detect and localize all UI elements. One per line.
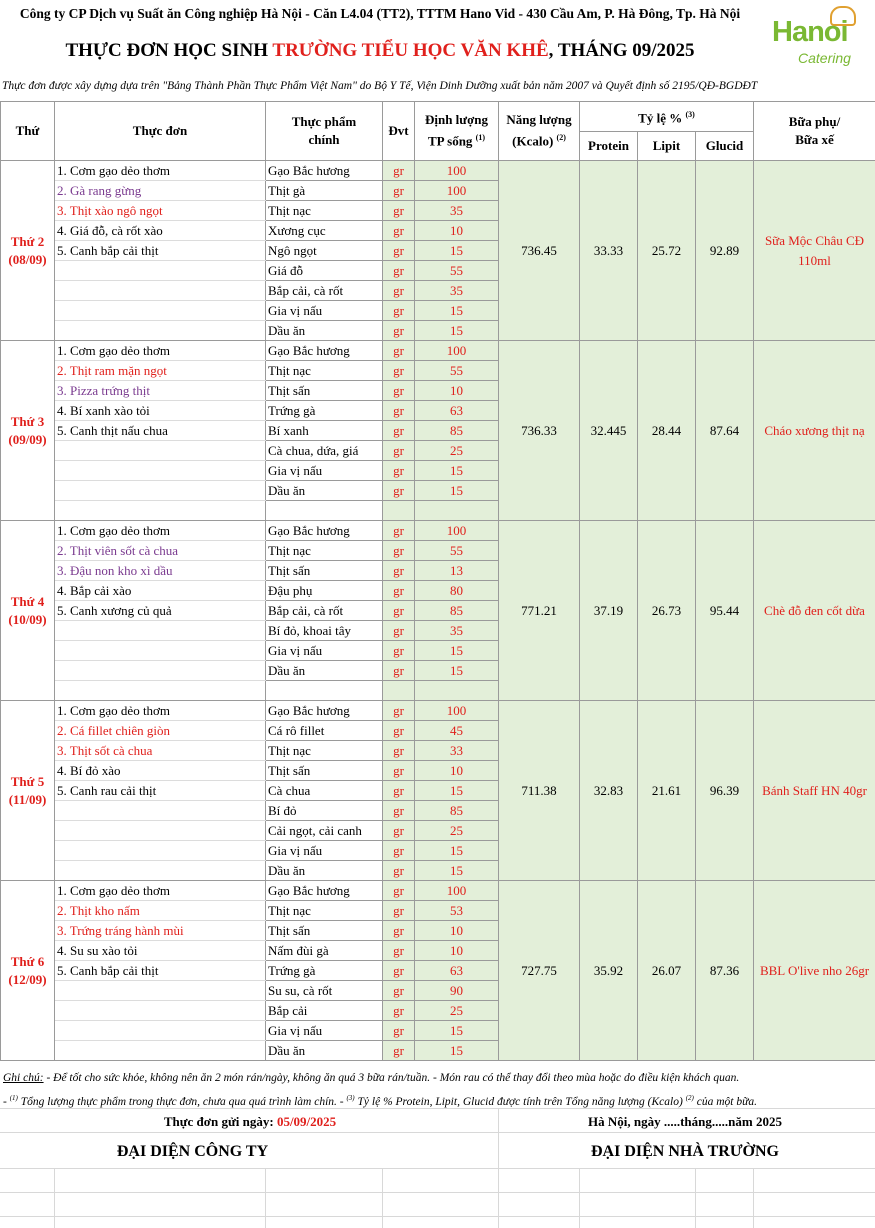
dish-item: 4. Giá đỗ, cà rốt xào bbox=[55, 221, 266, 241]
rep-company: ĐẠI DIỆN CÔNG TY bbox=[116, 1143, 269, 1160]
food-unit: gr bbox=[383, 1041, 415, 1061]
glucid-value: 92.89 bbox=[696, 161, 754, 341]
food-qty: 85 bbox=[415, 421, 499, 441]
col-glucid: Glucid bbox=[696, 131, 754, 161]
energy-value: 736.33 bbox=[499, 341, 580, 521]
energy-value: 711.38 bbox=[499, 701, 580, 881]
food-unit: gr bbox=[383, 881, 415, 901]
title-month: , THÁNG 09/2025 bbox=[548, 40, 695, 61]
dish-item bbox=[55, 981, 266, 1001]
food-item: Trứng gà bbox=[266, 401, 383, 421]
col-day: Thứ bbox=[1, 102, 55, 161]
food-unit: gr bbox=[383, 541, 415, 561]
food-qty: 100 bbox=[415, 881, 499, 901]
glucid-value: 87.64 bbox=[696, 341, 754, 521]
glucid-value: 96.39 bbox=[696, 701, 754, 881]
dish-item: 1. Cơm gạo dẻo thơm bbox=[55, 341, 266, 361]
dish-item bbox=[55, 621, 266, 641]
food-qty: 55 bbox=[415, 541, 499, 561]
dish-item bbox=[55, 1001, 266, 1021]
food-unit: gr bbox=[383, 261, 415, 281]
food-qty: 90 bbox=[415, 981, 499, 1001]
food-unit: gr bbox=[383, 521, 415, 541]
hanoi-catering-logo bbox=[768, 6, 868, 72]
dish-item bbox=[55, 321, 266, 341]
day-label: Thứ 6 (12/09) bbox=[1, 881, 55, 1061]
food-item: Gia vị nấu bbox=[266, 1021, 383, 1041]
food-qty: 10 bbox=[415, 921, 499, 941]
food-item: Gạo Bắc hương bbox=[266, 341, 383, 361]
food-qty: 100 bbox=[415, 161, 499, 181]
dish-item bbox=[55, 261, 266, 281]
col-menu: Thực đơn bbox=[55, 102, 266, 161]
food-item: Dầu ăn bbox=[266, 1041, 383, 1061]
dish-item bbox=[55, 301, 266, 321]
food-unit: gr bbox=[383, 721, 415, 741]
food-item: Thịt sấn bbox=[266, 921, 383, 941]
food-item: Trứng gà bbox=[266, 961, 383, 981]
dish-item bbox=[55, 1041, 266, 1061]
col-snack: Bữa phụ/ Bữa xế bbox=[754, 102, 875, 161]
food-item: Gạo Bắc hương bbox=[266, 161, 383, 181]
food-unit: gr bbox=[383, 921, 415, 941]
dish-item: 1. Cơm gạo dẻo thơm bbox=[55, 701, 266, 721]
food-item bbox=[266, 681, 383, 701]
dish-item: 5. Canh bắp cải thịt bbox=[55, 241, 266, 261]
food-qty: 15 bbox=[415, 1021, 499, 1041]
food-unit: gr bbox=[383, 361, 415, 381]
food-qty: 55 bbox=[415, 261, 499, 281]
col-protein: Protein bbox=[580, 131, 638, 161]
rep-school: ĐẠI DIỆN NHÀ TRƯỜNG bbox=[590, 1143, 779, 1160]
food-unit: gr bbox=[383, 841, 415, 861]
food-unit: gr bbox=[383, 621, 415, 641]
food-item: Cá rô fillet bbox=[266, 721, 383, 741]
food-unit: gr bbox=[383, 241, 415, 261]
food-unit: gr bbox=[383, 181, 415, 201]
food-unit: gr bbox=[383, 821, 415, 841]
source-note: Thực đơn được xây dựng dựa trên "Bảng Thành Phần Thực Phẩm Việt Nam" do Bộ Y Tế, Viện Dinh Dưỡng xuất bản năm 2007 và Quyết định số 2195/QĐ-BGDĐT bbox=[2, 80, 758, 92]
menu-row bbox=[1, 701, 875, 721]
dish-item: 3. Trứng tráng hành mùi bbox=[55, 921, 266, 941]
food-qty: 35 bbox=[415, 281, 499, 301]
food-unit: gr bbox=[383, 761, 415, 781]
food-unit: gr bbox=[383, 1001, 415, 1021]
lipit-value: 25.72 bbox=[638, 161, 696, 341]
food-unit: gr bbox=[383, 961, 415, 981]
protein-value: 37.19 bbox=[580, 521, 638, 701]
menu-row bbox=[1, 521, 875, 541]
food-unit: gr bbox=[383, 941, 415, 961]
menu-row bbox=[1, 881, 875, 901]
food-qty: 15 bbox=[415, 461, 499, 481]
dish-item bbox=[55, 661, 266, 681]
food-unit: gr bbox=[383, 601, 415, 621]
dish-item bbox=[55, 501, 266, 521]
food-qty: 15 bbox=[415, 321, 499, 341]
food-qty: 35 bbox=[415, 621, 499, 641]
day-label: Thứ 5 (11/09) bbox=[1, 701, 55, 881]
food-item: Thịt sấn bbox=[266, 381, 383, 401]
food-qty: 85 bbox=[415, 801, 499, 821]
day-label: Thứ 3 (09/09) bbox=[1, 341, 55, 521]
day-label: Thứ 4 (10/09) bbox=[1, 521, 55, 701]
energy-value: 736.45 bbox=[499, 161, 580, 341]
food-qty: 15 bbox=[415, 241, 499, 261]
food-qty: 80 bbox=[415, 581, 499, 601]
dish-item: 3. Thịt xào ngô ngọt bbox=[55, 201, 266, 221]
food-unit bbox=[383, 501, 415, 521]
food-unit: gr bbox=[383, 701, 415, 721]
food-unit: gr bbox=[383, 421, 415, 441]
dish-item bbox=[55, 681, 266, 701]
school-name: TRƯỜNG TIỂU HỌC VĂN KHÊ bbox=[272, 40, 549, 61]
food-item: Bắp cải, cà rốt bbox=[266, 601, 383, 621]
dish-item: 2. Thịt kho nấm bbox=[55, 901, 266, 921]
energy-value: 727.75 bbox=[499, 881, 580, 1061]
food-item: Dầu ăn bbox=[266, 661, 383, 681]
col-qty: Định lượng TP sống $^{(1)}$ bbox=[415, 102, 499, 161]
dish-item: 4. Bí đỏ xào bbox=[55, 761, 266, 781]
food-qty: 25 bbox=[415, 441, 499, 461]
snack-item: BBL O'live nho 26gr bbox=[754, 881, 875, 1061]
lipit-value: 26.07 bbox=[638, 881, 696, 1061]
dish-item bbox=[55, 281, 266, 301]
food-item: Thịt sấn bbox=[266, 761, 383, 781]
food-unit: gr bbox=[383, 281, 415, 301]
dish-item: 1. Cơm gạo dẻo thơm bbox=[55, 521, 266, 541]
food-item: Cải ngọt, cải canh bbox=[266, 821, 383, 841]
food-qty: 100 bbox=[415, 701, 499, 721]
food-item: Thịt nạc bbox=[266, 361, 383, 381]
food-qty: 10 bbox=[415, 941, 499, 961]
food-item: Gia vị nấu bbox=[266, 301, 383, 321]
food-item: Gia vị nấu bbox=[266, 641, 383, 661]
note-label: Ghi chú: bbox=[3, 1072, 44, 1084]
snack-item: Bánh Staff HN 40gr bbox=[754, 701, 875, 881]
lipit-value: 28.44 bbox=[638, 341, 696, 521]
food-item: Giá đỗ bbox=[266, 261, 383, 281]
dish-item bbox=[55, 841, 266, 861]
dish-item: 3. Đậu non kho xì dầu bbox=[55, 561, 266, 581]
dish-item bbox=[55, 1021, 266, 1041]
food-unit: gr bbox=[383, 861, 415, 881]
food-item: Cà chua, dứa, giá bbox=[266, 441, 383, 461]
food-unit: gr bbox=[383, 401, 415, 421]
food-unit: gr bbox=[383, 301, 415, 321]
food-item: Xương cục bbox=[266, 221, 383, 241]
food-qty: 10 bbox=[415, 221, 499, 241]
food-item: Su su, cà rốt bbox=[266, 981, 383, 1001]
food-qty: 55 bbox=[415, 361, 499, 381]
food-item: Dầu ăn bbox=[266, 321, 383, 341]
food-unit: gr bbox=[383, 321, 415, 341]
dish-item: 5. Canh thịt nấu chua bbox=[55, 421, 266, 441]
food-qty: 35 bbox=[415, 201, 499, 221]
food-qty: 33 bbox=[415, 741, 499, 761]
food-qty: 100 bbox=[415, 181, 499, 201]
sent-date: Thực đơn gửi ngày: 05/09/2025 bbox=[163, 1114, 337, 1129]
food-unit: gr bbox=[383, 221, 415, 241]
dish-item: 1. Cơm gạo dẻo thơm bbox=[55, 161, 266, 181]
dish-item bbox=[55, 821, 266, 841]
food-item: Dầu ăn bbox=[266, 861, 383, 881]
food-unit: gr bbox=[383, 201, 415, 221]
food-qty bbox=[415, 501, 499, 521]
food-unit: gr bbox=[383, 981, 415, 1001]
food-unit: gr bbox=[383, 481, 415, 501]
food-item: Bắp cải, cà rốt bbox=[266, 281, 383, 301]
title-prefix: THỰC ĐƠN HỌC SINH bbox=[65, 40, 273, 61]
col-energy: Năng lượng (Kcalo) $^{(2)}$ bbox=[499, 102, 580, 161]
food-qty: 15 bbox=[415, 481, 499, 501]
food-item: Gạo Bắc hương bbox=[266, 521, 383, 541]
snack-item: Chè đỗ đen cốt dừa bbox=[754, 521, 875, 701]
food-item: Nấm đùi gà bbox=[266, 941, 383, 961]
dish-item: 5. Canh xương củ quả bbox=[55, 601, 266, 621]
glucid-value: 87.36 bbox=[696, 881, 754, 1061]
col-unit: Đvt bbox=[383, 102, 415, 161]
food-unit: gr bbox=[383, 561, 415, 581]
food-item: Bắp cải bbox=[266, 1001, 383, 1021]
food-item bbox=[266, 501, 383, 521]
food-item: Cà chua bbox=[266, 781, 383, 801]
food-unit: gr bbox=[383, 161, 415, 181]
dish-item: 1. Cơm gạo dẻo thơm bbox=[55, 881, 266, 901]
food-qty: 53 bbox=[415, 901, 499, 921]
food-item: Đậu phụ bbox=[266, 581, 383, 601]
food-unit: gr bbox=[383, 441, 415, 461]
col-lipit: Lipit bbox=[638, 131, 696, 161]
dish-item bbox=[55, 441, 266, 461]
food-item: Thịt nạc bbox=[266, 201, 383, 221]
col-ratio: Tỷ lệ % $^{(3)}$ bbox=[580, 102, 754, 132]
dish-item: 2. Cá fillet chiên giòn bbox=[55, 721, 266, 741]
food-item: Thịt nạc bbox=[266, 741, 383, 761]
dish-item bbox=[55, 641, 266, 661]
company-address: Công ty CP Dịch vụ Suất ăn Công nghiệp Hà Nội - Căn L4.04 (TT2), TTTM Hano Vid - 430 Cầu Am, P. Hà Đông, Tp. Hà Nội bbox=[19, 6, 741, 21]
food-item: Bí đỏ, khoai tây bbox=[266, 621, 383, 641]
food-qty: 100 bbox=[415, 521, 499, 541]
food-qty: 63 bbox=[415, 961, 499, 981]
col-food: Thực phẩm chính bbox=[266, 102, 383, 161]
dish-item bbox=[55, 801, 266, 821]
glucid-value: 95.44 bbox=[696, 521, 754, 701]
dish-item bbox=[55, 861, 266, 881]
food-unit: gr bbox=[383, 641, 415, 661]
food-item: Gia vị nấu bbox=[266, 461, 383, 481]
place-date: Hà Nội, ngày .....tháng.....năm 2025 bbox=[588, 1114, 782, 1129]
menu-row bbox=[1, 161, 875, 181]
dish-item: 4. Su su xào tỏi bbox=[55, 941, 266, 961]
dish-item: 4. Bí xanh xào tỏi bbox=[55, 401, 266, 421]
menu-row bbox=[1, 341, 875, 361]
food-unit: gr bbox=[383, 581, 415, 601]
food-qty: 10 bbox=[415, 381, 499, 401]
logo-sub: Catering bbox=[798, 50, 851, 66]
food-unit: gr bbox=[383, 801, 415, 821]
logo-word: Hanoi bbox=[772, 16, 848, 48]
dish-item: 3. Thịt sốt cà chua bbox=[55, 741, 266, 761]
food-item: Thịt nạc bbox=[266, 901, 383, 921]
page-title bbox=[0, 33, 760, 69]
sent-date-value: 05/09/2025 bbox=[276, 1114, 337, 1129]
day-label: Thứ 2 (08/09) bbox=[1, 161, 55, 341]
food-qty: 15 bbox=[415, 641, 499, 661]
food-qty: 85 bbox=[415, 601, 499, 621]
dish-item: 2. Gà rang gừng bbox=[55, 181, 266, 201]
dish-item: 2. Thịt viên sốt cà chua bbox=[55, 541, 266, 561]
protein-value: 35.92 bbox=[580, 881, 638, 1061]
dish-item: 2. Thịt ram mặn ngọt bbox=[55, 361, 266, 381]
dish-item: 5. Canh rau cải thịt bbox=[55, 781, 266, 801]
food-qty: 15 bbox=[415, 781, 499, 801]
food-unit: gr bbox=[383, 741, 415, 761]
food-unit: gr bbox=[383, 901, 415, 921]
food-unit: gr bbox=[383, 461, 415, 481]
food-qty: 15 bbox=[415, 1041, 499, 1061]
footnote-1: Ghi chú: - Để tốt cho sức khỏe, không nên ăn 2 món rán/ngày, không ăn quá 3 bữa rán/tuần. - Món rau có thể thay đổi theo mùa hoặc do điều kiện khách quan. bbox=[3, 1072, 740, 1084]
food-unit: gr bbox=[383, 781, 415, 801]
food-qty: 100 bbox=[415, 341, 499, 361]
food-qty: 45 bbox=[415, 721, 499, 741]
dish-item bbox=[55, 481, 266, 501]
dish-item: 4. Bắp cải xào bbox=[55, 581, 266, 601]
food-qty: 15 bbox=[415, 301, 499, 321]
food-qty: 10 bbox=[415, 761, 499, 781]
snack-item: Sữa Mộc Châu CĐ 110ml bbox=[754, 161, 875, 341]
food-qty: 15 bbox=[415, 841, 499, 861]
food-unit: gr bbox=[383, 661, 415, 681]
food-item: Gạo Bắc hương bbox=[266, 701, 383, 721]
food-item: Dầu ăn bbox=[266, 481, 383, 501]
dish-item: 5. Canh bắp cải thịt bbox=[55, 961, 266, 981]
food-qty: 25 bbox=[415, 1001, 499, 1021]
food-unit: gr bbox=[383, 341, 415, 361]
food-item: Bí đỏ bbox=[266, 801, 383, 821]
food-qty bbox=[415, 681, 499, 701]
food-qty: 63 bbox=[415, 401, 499, 421]
food-item: Gạo Bắc hương bbox=[266, 881, 383, 901]
food-item: Thịt gà bbox=[266, 181, 383, 201]
food-item: Gia vị nấu bbox=[266, 841, 383, 861]
menu-table bbox=[0, 101, 875, 1061]
lipit-value: 26.73 bbox=[638, 521, 696, 701]
food-item: Thịt sấn bbox=[266, 561, 383, 581]
food-qty: 13 bbox=[415, 561, 499, 581]
food-unit: gr bbox=[383, 1021, 415, 1041]
protein-value: 32.445 bbox=[580, 341, 638, 521]
dish-item: 3. Pizza trứng thịt bbox=[55, 381, 266, 401]
snack-item: Cháo xương thịt nạ bbox=[754, 341, 875, 521]
food-unit: gr bbox=[383, 381, 415, 401]
food-item: Thịt nạc bbox=[266, 541, 383, 561]
food-item: Ngô ngọt bbox=[266, 241, 383, 261]
footnote-2: - $^{(1)}$ Tổng lượng thực phẩm trong thực đơn, chưa qua quá trình làm chín. - $^{(3)}$ Tỷ lệ % Protein, Lipit, Glucid được tính trên Tổng năng lượng (Kcalo) $^{(2)}$ của một bữa. bbox=[3, 1094, 757, 1108]
food-qty: 15 bbox=[415, 661, 499, 681]
food-qty: 15 bbox=[415, 861, 499, 881]
food-qty: 25 bbox=[415, 821, 499, 841]
energy-value: 771.21 bbox=[499, 521, 580, 701]
food-item: Bí xanh bbox=[266, 421, 383, 441]
lipit-value: 21.61 bbox=[638, 701, 696, 881]
protein-value: 32.83 bbox=[580, 701, 638, 881]
food-unit bbox=[383, 681, 415, 701]
protein-value: 33.33 bbox=[580, 161, 638, 341]
dish-item bbox=[55, 461, 266, 481]
